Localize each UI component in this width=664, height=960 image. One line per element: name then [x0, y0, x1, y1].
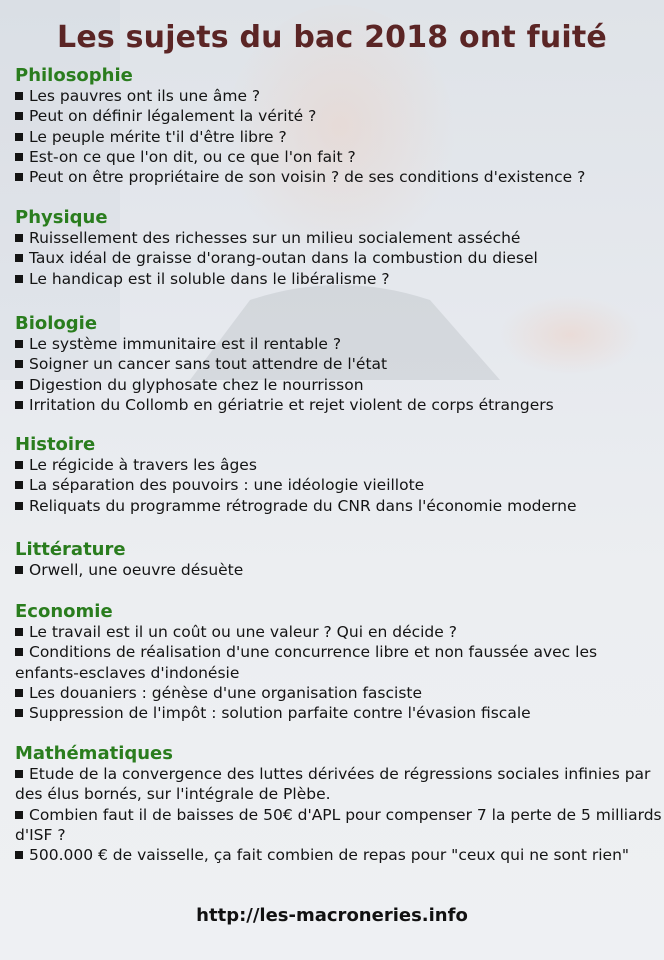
square-bullet-icon: [15, 234, 23, 242]
square-bullet-icon: [15, 133, 23, 141]
list-item: [15, 703, 660, 723]
section-title: Biologie: [15, 313, 98, 334]
list-item: [15, 375, 660, 395]
item-text: Peut on être propriétaire de son voisin ? de ses conditions d'existence ?: [29, 168, 586, 187]
square-bullet-icon: [15, 112, 23, 120]
section-title: Histoire: [15, 434, 96, 455]
item-text: Combien faut il de baisses de 50€ d'APL pour compenser 7 la perte de 5 milliards d'ISF ?: [15, 805, 662, 844]
section-littérature: [15, 539, 660, 580]
footer-url: http://les-macroneries.info: [196, 905, 468, 926]
section-mathématiques: [15, 743, 660, 865]
square-bullet-icon: [15, 628, 23, 636]
item-text: Digestion du glyphosate chez le nourrisson: [29, 375, 364, 394]
section-title: Mathématiques: [15, 743, 173, 764]
list-item: [15, 642, 663, 683]
list-item: [15, 334, 660, 354]
item-text: Peut on définir légalement la vérité ?: [29, 107, 317, 126]
square-bullet-icon: [15, 461, 23, 469]
item-text: Ruissellement des richesses sur un milieu socialement asséché: [29, 229, 521, 247]
list-item: [15, 248, 660, 268]
list-item: [15, 354, 660, 374]
list-item: [15, 560, 660, 580]
square-bullet-icon: [15, 502, 23, 510]
item-text: Le travail est il un coût ou une valeur ? Qui en décide ?: [29, 623, 457, 641]
list-item: [15, 167, 660, 187]
square-bullet-icon: [15, 811, 23, 819]
list-item: [15, 269, 660, 289]
item-text: Le handicap est il soluble dans le libéralisme ?: [29, 269, 390, 288]
square-bullet-icon: [15, 92, 23, 100]
square-bullet-icon: [15, 566, 23, 574]
page-title: Les sujets du bac 2018 ont fuité: [57, 20, 607, 55]
square-bullet-icon: [15, 770, 23, 778]
section-title: Philosophie: [15, 65, 133, 86]
section-title: Physique: [15, 207, 108, 228]
section-philosophie: [15, 65, 660, 187]
list-item: [15, 845, 663, 865]
square-bullet-icon: [15, 275, 23, 283]
item-text: Reliquats du programme rétrograde du CNR dans l'économie moderne: [29, 496, 577, 515]
list-item: [15, 764, 663, 805]
square-bullet-icon: [15, 340, 23, 348]
square-bullet-icon: [15, 360, 23, 368]
list-item: [15, 147, 660, 167]
item-text: Le peuple mérite t'il d'être libre ?: [29, 127, 287, 146]
item-text: Suppression de l'impôt : solution parfaite contre l'évasion fiscale: [29, 704, 531, 723]
list-item: [15, 455, 660, 475]
item-text: Orwell, une oeuvre désuète: [29, 561, 244, 579]
list-item: [15, 622, 660, 642]
item-text: Irritation du Collomb en gériatrie et rejet violent de corps étrangers: [29, 395, 554, 414]
item-text: La séparation des pouvoirs : une idéologie vieillote: [29, 476, 425, 495]
square-bullet-icon: [15, 709, 23, 717]
list-item: [15, 805, 663, 846]
item-text: Les douaniers : génèse d'une organisation fasciste: [29, 683, 423, 702]
list-item: [15, 496, 660, 516]
section-biologie: [15, 313, 660, 415]
list-item: [15, 106, 660, 126]
square-bullet-icon: [15, 851, 23, 859]
section-title: Littérature: [15, 539, 126, 560]
square-bullet-icon: [15, 254, 23, 262]
list-item: [15, 395, 660, 415]
item-text: 500.000 € de vaisselle, ça fait combien de repas pour "ceux qui ne sont rien": [29, 846, 630, 865]
item-text: Etude de la convergence des luttes dérivées de régressions sociales infinies par des élus bornés, sur l'intégrale de Plèbe.: [15, 765, 651, 804]
square-bullet-icon: [15, 381, 23, 389]
item-text: Les pauvres ont ils une âme ?: [29, 87, 261, 105]
section-economie: [15, 601, 660, 723]
square-bullet-icon: [15, 481, 23, 489]
square-bullet-icon: [15, 648, 23, 656]
item-text: Est-on ce que l'on dit, ou ce que l'on fait ?: [29, 147, 356, 166]
list-item: [15, 228, 660, 248]
list-item: [15, 86, 660, 106]
list-item: [15, 475, 660, 495]
list-item: [15, 127, 660, 147]
square-bullet-icon: [15, 153, 23, 161]
item-text: Soigner un cancer sans tout attendre de l'état: [29, 355, 388, 374]
item-text: Taux idéal de graisse d'orang-outan dans la combustion du diesel: [29, 249, 538, 268]
square-bullet-icon: [15, 401, 23, 409]
item-text: Le régicide à travers les âges: [29, 456, 257, 474]
section-physique: [15, 207, 660, 289]
square-bullet-icon: [15, 689, 23, 697]
list-item: [15, 683, 660, 703]
item-text: Conditions de réalisation d'une concurrence libre et non faussée avec les enfants-esclaves d'indonésie: [15, 643, 598, 682]
item-text: Le système immunitaire est il rentable ?: [29, 335, 342, 353]
section-histoire: [15, 434, 660, 516]
square-bullet-icon: [15, 173, 23, 181]
section-title: Economie: [15, 601, 113, 622]
